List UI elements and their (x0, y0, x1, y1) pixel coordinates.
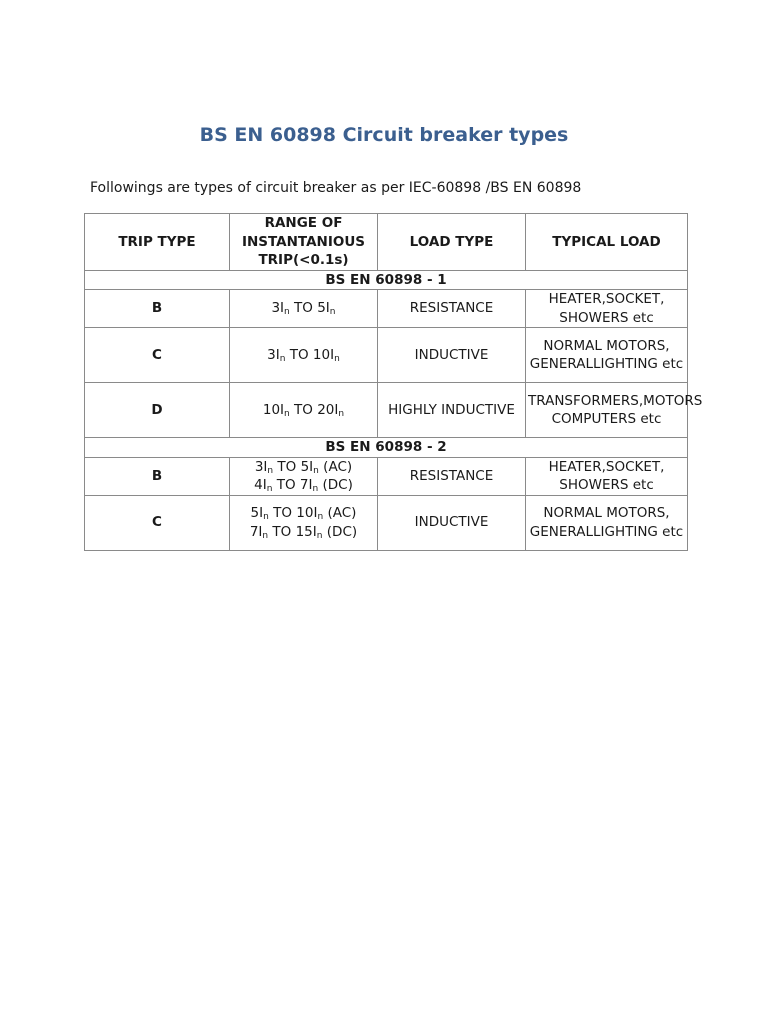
intro-text: Followings are types of circuit breaker as per IEC-60898 /BS EN 60898 (90, 180, 582, 196)
load-type-cell: HIGHLY INDUCTIVE (378, 383, 526, 438)
load-type-cell: INDUCTIVE (378, 328, 526, 383)
range-cell (230, 495, 378, 550)
range-cell (230, 457, 378, 495)
range-line: $7I_n$ TO $15I_n$ (DC) (249, 523, 358, 541)
table-row (85, 328, 688, 383)
range-cell (230, 290, 378, 328)
header-load-type: LOAD TYPE (378, 214, 526, 271)
load-type-cell: RESISTANCE (378, 290, 526, 328)
table-row (85, 383, 688, 438)
typical-load-cell: NORMAL MOTORS, GENERALLIGHTING etc (526, 495, 688, 550)
range-line: $3I_n$ TO $10I_n$ (267, 346, 340, 364)
table-header-row (85, 214, 688, 271)
typical-load-cell: HEATER,SOCKET, SHOWERS etc (526, 290, 688, 328)
header-trip-type: TRIP TYPE (85, 214, 230, 271)
typical-load-cell: NORMAL MOTORS, GENERALLIGHTING etc (526, 328, 688, 383)
load-type-cell: RESISTANCE (378, 457, 526, 495)
typical-load-cell: HEATER,SOCKET, SHOWERS etc (526, 457, 688, 495)
trip-type-cell: C (85, 328, 230, 383)
section-label: BS EN 60898 - 2 (85, 438, 688, 458)
table-body (85, 270, 703, 550)
load-type-cell: INDUCTIVE (378, 495, 526, 550)
range-line: $3I_n$ TO $5I_n$ (271, 300, 336, 318)
table-row (85, 495, 688, 550)
range-cell (230, 328, 378, 383)
range-cell (230, 383, 378, 438)
trip-type-cell: B (85, 290, 230, 328)
breaker-types-table (84, 213, 703, 551)
trip-type-cell: D (85, 383, 230, 438)
range-line: $5I_n$ TO $10I_n$ (AC) (250, 505, 357, 522)
range-line: $10I_n$ TO $20I_n$ (262, 401, 345, 419)
range-line: $3I_n$ TO $5I_n$ (AC) (254, 458, 353, 476)
table-row (85, 457, 688, 495)
trip-type-cell: C (85, 495, 230, 550)
section-row (85, 438, 688, 458)
trip-type-cell: B (85, 457, 230, 495)
range-line: $4I_n$ TO $7I_n$ (DC) (254, 477, 353, 494)
table-row (85, 290, 688, 328)
header-typical-load: TYPICAL LOAD (526, 214, 688, 271)
header-range: RANGE OF INSTANTANIOUS TRIP(<0.1s) (230, 214, 378, 271)
typical-load-cell: TRANSFORMERS,MOTORS COMPUTERS etc (526, 383, 688, 438)
section-row (85, 270, 688, 290)
section-label: BS EN 60898 - 1 (85, 270, 688, 290)
page-title: BS EN 60898 Circuit breaker types (199, 124, 569, 146)
